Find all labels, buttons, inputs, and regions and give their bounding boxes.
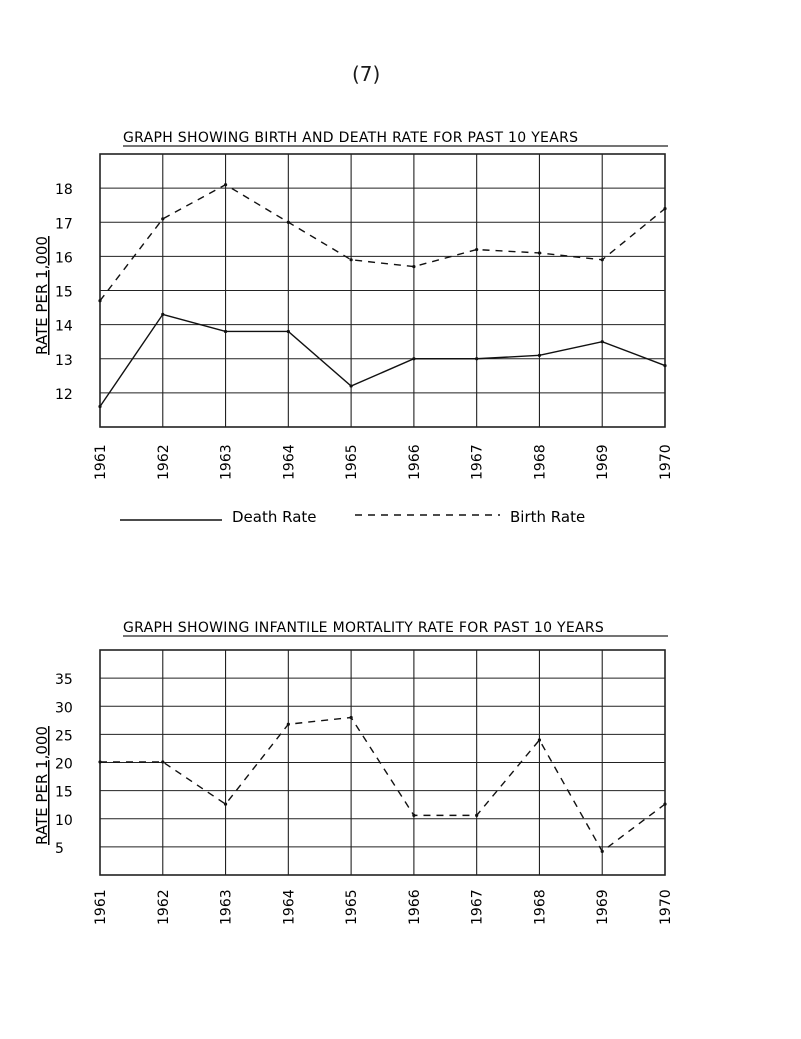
- chart2-x-tick-label: 1966: [406, 889, 423, 925]
- chart1-x-tick-label: 1967: [469, 444, 486, 480]
- chart1-series-1-point: [287, 330, 290, 333]
- chart1-series-2-line: [100, 185, 665, 301]
- chart1-x-tick-label: 1965: [344, 444, 361, 480]
- chart2-x-tick-label: 1964: [281, 889, 298, 925]
- chart2-x-tick-label: 1968: [532, 889, 549, 925]
- chart1-x-tick-label: 1963: [218, 444, 235, 480]
- chart2-series-1-point: [412, 814, 415, 817]
- chart2-series-1-point: [663, 803, 666, 806]
- chart1-series-1-point: [224, 330, 227, 333]
- chart2-x-tick-label: 1965: [344, 889, 361, 925]
- chart1-series-1-point: [601, 340, 604, 343]
- chart2-y-tick-label: 5: [55, 840, 64, 857]
- chart2-y-tick-label: 15: [55, 784, 73, 801]
- chart2-x-tick-label: 1967: [469, 889, 486, 925]
- page-number: (7): [352, 62, 381, 86]
- chart2-series-1-point: [538, 738, 541, 741]
- chart2-y-tick-label: 20: [55, 756, 73, 773]
- chart1-series-2-point: [538, 251, 541, 254]
- chart1-y-tick-label: 13: [55, 352, 73, 369]
- legend-death-rate-label: Death Rate: [232, 508, 317, 526]
- chart1-series-2-point: [98, 299, 101, 302]
- chart1-series-1-point: [412, 357, 415, 360]
- chart2-x-tick-label: 1963: [218, 889, 235, 925]
- chart1-series-1-point: [350, 384, 353, 387]
- chart2: [55, 650, 674, 925]
- chart1-series-2-point: [475, 248, 478, 251]
- chart2-series-1-point: [350, 716, 353, 719]
- chart1-series-2-point: [412, 265, 415, 268]
- chart2-y-tick-label: 10: [55, 812, 73, 829]
- chart2-y-tick-label: 25: [55, 728, 73, 745]
- chart1-series-1-point: [98, 405, 101, 408]
- chart2-x-tick-label: 1969: [595, 889, 612, 925]
- chart2-series-1-point: [475, 814, 478, 817]
- chart1-y-tick-label: 14: [55, 318, 73, 335]
- chart1-series-1-point: [663, 364, 666, 367]
- chart2-x-tick-label: 1962: [155, 889, 172, 925]
- chart1-series-1-point: [538, 354, 541, 357]
- chart2-y-tick-label: 30: [55, 700, 73, 717]
- chart1-legend: [120, 508, 585, 526]
- chart2-y-tick-label: 35: [55, 672, 73, 689]
- chart1-series-2-point: [224, 183, 227, 186]
- chart1-x-tick-label: 1962: [155, 444, 172, 480]
- chart1-series-2-point: [287, 221, 290, 224]
- chart2-x-tick-label: 1961: [93, 889, 109, 925]
- chart1-x-tick-label: 1964: [281, 444, 298, 480]
- chart2-series-1-point: [287, 723, 290, 726]
- chart1-title: GRAPH SHOWING BIRTH AND DEATH RATE FOR PAST 10 YEARS: [123, 130, 579, 146]
- chart1-y-tick-label: 18: [55, 182, 73, 199]
- chart2-series-1-line: [100, 718, 665, 852]
- chart1-series-2-point: [161, 217, 164, 220]
- legend-birth-rate-label: Birth Rate: [510, 508, 586, 526]
- chart1-x-tick-label: 1969: [595, 444, 612, 480]
- chart1-x-tick-label: 1968: [532, 444, 549, 480]
- chart1-y-tick-label: 12: [55, 386, 73, 403]
- chart2-series-1-point: [224, 803, 227, 806]
- chart1-y-tick-label: 15: [55, 284, 73, 301]
- chart1-y-axis-label: RATE PER 1,000: [33, 236, 51, 355]
- chart2-y-axis-label: RATE PER 1,000: [33, 726, 51, 845]
- chart1-series-1-point: [475, 357, 478, 360]
- chart1-series-2-point: [601, 258, 604, 261]
- chart2-series-1-point: [601, 850, 604, 853]
- chart1-x-tick-label: 1966: [406, 444, 423, 480]
- chart1: [55, 154, 674, 480]
- chart1-series-1-point: [161, 313, 164, 316]
- chart1-y-tick-label: 16: [55, 250, 73, 267]
- chart2-x-tick-label: 1970: [658, 889, 674, 925]
- chart1-y-tick-label: 17: [55, 216, 73, 233]
- chart1-series-2-point: [350, 258, 353, 261]
- chart2-title: GRAPH SHOWING INFANTILE MORTALITY RATE FOR PAST 10 YEARS: [123, 620, 605, 636]
- chart2-series-1-point: [161, 760, 164, 763]
- chart1-series-2-point: [663, 207, 666, 210]
- chart1-x-tick-label: 1961: [93, 444, 109, 480]
- chart2-series-1-point: [98, 760, 101, 763]
- chart1-x-tick-label: 1970: [658, 444, 674, 480]
